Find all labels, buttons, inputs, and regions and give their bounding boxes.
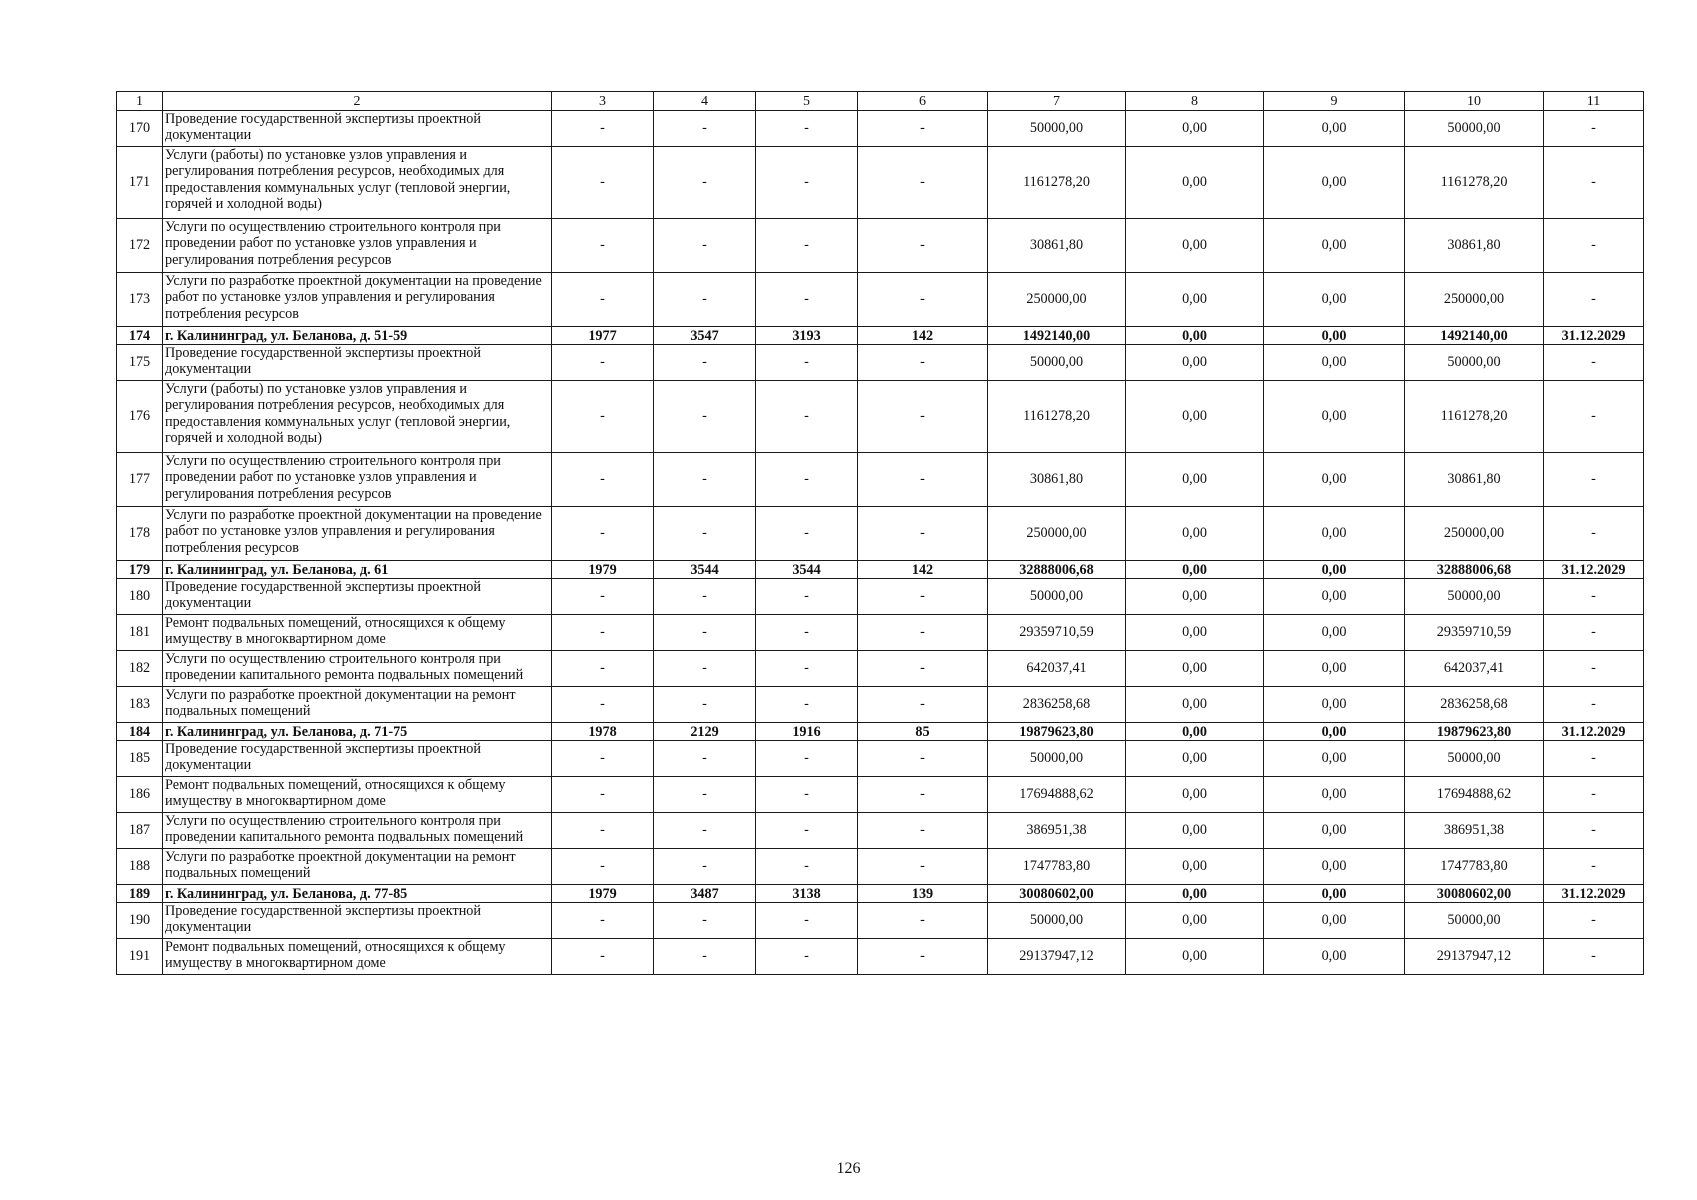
cell-total-area: -	[654, 687, 756, 723]
cell-federal-funds: 0,00	[1126, 885, 1264, 903]
cell-row-number: 178	[117, 507, 163, 561]
cell-regional-funds: 0,00	[1264, 777, 1405, 813]
cell-total-area: -	[654, 615, 756, 651]
cell-total-cost: 29137947,12	[988, 939, 1126, 975]
cell-regional-funds: 0,00	[1264, 885, 1405, 903]
cell-owner-funds: 17694888,62	[1405, 777, 1544, 813]
cell-living-area: -	[756, 777, 858, 813]
table-row	[117, 903, 1644, 939]
cell-living-area: -	[756, 903, 858, 939]
cell-residents: 142	[858, 561, 988, 579]
cell-total-cost: 17694888,62	[988, 777, 1126, 813]
cell-owner-funds: 29137947,12	[1405, 939, 1544, 975]
cell-regional-funds: 0,00	[1264, 327, 1405, 345]
column-header-1: 1	[117, 92, 163, 111]
cell-year: 1979	[552, 885, 654, 903]
cell-total-cost: 30861,80	[988, 219, 1126, 273]
column-header-7: 7	[988, 92, 1126, 111]
cell-total-cost: 1161278,20	[988, 147, 1126, 219]
cell-description: Услуги по осуществлению строительного контроля при проведении работ по установке узлов управления и регулирования потребления ресурсов	[163, 453, 552, 507]
cell-federal-funds: 0,00	[1126, 507, 1264, 561]
cell-description: Услуги по осуществлению строительного контроля при проведении работ по установке узлов управления и регулирования потребления ресурсов	[163, 219, 552, 273]
cell-total-cost: 642037,41	[988, 651, 1126, 687]
cell-owner-funds: 250000,00	[1405, 507, 1544, 561]
cell-living-area: -	[756, 219, 858, 273]
cell-total-cost: 50000,00	[988, 345, 1126, 381]
cell-description: Услуги по осуществлению строительного контроля при проведении капитального ремонта подвальных помещений	[163, 651, 552, 687]
cell-total-cost: 1161278,20	[988, 381, 1126, 453]
table-row	[117, 741, 1644, 777]
cell-total-area: -	[654, 111, 756, 147]
cell-regional-funds: 0,00	[1264, 849, 1405, 885]
cell-description: Услуги (работы) по установке узлов управления и регулирования потребления ресурсов, необходимых для предоставления коммунальных услуг (тепловой энергии, горячей и холодной воды)	[163, 381, 552, 453]
cell-total-area: 3547	[654, 327, 756, 345]
cell-federal-funds: 0,00	[1126, 939, 1264, 975]
cell-living-area: -	[756, 615, 858, 651]
cell-year: 1979	[552, 561, 654, 579]
cell-federal-funds: 0,00	[1126, 777, 1264, 813]
cell-living-area: 3138	[756, 885, 858, 903]
cell-row-number: 182	[117, 651, 163, 687]
table-row	[117, 777, 1644, 813]
cell-row-number: 176	[117, 381, 163, 453]
cell-year: -	[552, 813, 654, 849]
cell-total-area: -	[654, 507, 756, 561]
cell-regional-funds: 0,00	[1264, 273, 1405, 327]
address-row	[117, 327, 1644, 345]
cell-living-area: 1916	[756, 723, 858, 741]
cell-owner-funds: 30080602,00	[1405, 885, 1544, 903]
cell-row-number: 175	[117, 345, 163, 381]
cell-residents: 85	[858, 723, 988, 741]
cell-owner-funds: 29359710,59	[1405, 615, 1544, 651]
cell-total-cost: 250000,00	[988, 507, 1126, 561]
table-body	[117, 92, 1644, 975]
cell-total-cost: 1747783,80	[988, 849, 1126, 885]
cell-completion-date: -	[1544, 579, 1644, 615]
cell-total-area: -	[654, 453, 756, 507]
cell-federal-funds: 0,00	[1126, 327, 1264, 345]
cell-federal-funds: 0,00	[1126, 903, 1264, 939]
cell-living-area: -	[756, 507, 858, 561]
table-row	[117, 381, 1644, 453]
cell-regional-funds: 0,00	[1264, 453, 1405, 507]
cell-living-area: -	[756, 345, 858, 381]
cell-regional-funds: 0,00	[1264, 651, 1405, 687]
table-row	[117, 273, 1644, 327]
cell-living-area: -	[756, 147, 858, 219]
cell-total-cost: 2836258,68	[988, 687, 1126, 723]
cell-residents: -	[858, 687, 988, 723]
cell-regional-funds: 0,00	[1264, 723, 1405, 741]
cell-living-area: -	[756, 687, 858, 723]
cell-owner-funds: 32888006,68	[1405, 561, 1544, 579]
cell-living-area: 3193	[756, 327, 858, 345]
cell-description: Проведение государственной экспертизы проектной документации	[163, 345, 552, 381]
address-row	[117, 885, 1644, 903]
cell-regional-funds: 0,00	[1264, 741, 1405, 777]
cell-completion-date: -	[1544, 111, 1644, 147]
column-header-6: 6	[858, 92, 988, 111]
cell-owner-funds: 50000,00	[1405, 111, 1544, 147]
cell-description: Услуги по разработке проектной документации на ремонт подвальных помещений	[163, 687, 552, 723]
cell-year: -	[552, 579, 654, 615]
cell-regional-funds: 0,00	[1264, 939, 1405, 975]
cell-regional-funds: 0,00	[1264, 579, 1405, 615]
cell-residents: -	[858, 381, 988, 453]
cell-residents: -	[858, 651, 988, 687]
cell-total-area: -	[654, 273, 756, 327]
cell-total-cost: 32888006,68	[988, 561, 1126, 579]
cell-year: -	[552, 273, 654, 327]
cell-federal-funds: 0,00	[1126, 345, 1264, 381]
cell-description: г. Калининград, ул. Беланова, д. 77-85	[163, 885, 552, 903]
cell-year: -	[552, 147, 654, 219]
cell-row-number: 179	[117, 561, 163, 579]
cell-description: Услуги по разработке проектной документации на ремонт подвальных помещений	[163, 849, 552, 885]
table-row	[117, 111, 1644, 147]
cell-federal-funds: 0,00	[1126, 273, 1264, 327]
cell-federal-funds: 0,00	[1126, 219, 1264, 273]
cell-residents: -	[858, 147, 988, 219]
cell-completion-date: 31.12.2029	[1544, 327, 1644, 345]
cell-description: Ремонт подвальных помещений, относящихся к общему имуществу в многоквартирном доме	[163, 777, 552, 813]
cell-owner-funds: 19879623,80	[1405, 723, 1544, 741]
cell-owner-funds: 386951,38	[1405, 813, 1544, 849]
cell-total-cost: 250000,00	[988, 273, 1126, 327]
cell-total-area: -	[654, 381, 756, 453]
cell-completion-date: -	[1544, 939, 1644, 975]
cell-living-area: -	[756, 453, 858, 507]
address-row	[117, 561, 1644, 579]
cell-living-area: -	[756, 849, 858, 885]
cell-regional-funds: 0,00	[1264, 813, 1405, 849]
cell-residents: -	[858, 579, 988, 615]
cell-total-cost: 30080602,00	[988, 885, 1126, 903]
cell-row-number: 174	[117, 327, 163, 345]
cell-federal-funds: 0,00	[1126, 615, 1264, 651]
column-header-4: 4	[654, 92, 756, 111]
table-row	[117, 147, 1644, 219]
cell-residents: -	[858, 939, 988, 975]
cell-row-number: 185	[117, 741, 163, 777]
cell-year: -	[552, 453, 654, 507]
cell-living-area: -	[756, 579, 858, 615]
table-row	[117, 687, 1644, 723]
table-row	[117, 507, 1644, 561]
cell-year: -	[552, 687, 654, 723]
cell-total-area: 2129	[654, 723, 756, 741]
cell-total-area: -	[654, 147, 756, 219]
cell-owner-funds: 50000,00	[1405, 741, 1544, 777]
cell-total-cost: 30861,80	[988, 453, 1126, 507]
cell-federal-funds: 0,00	[1126, 579, 1264, 615]
cell-owner-funds: 1492140,00	[1405, 327, 1544, 345]
cell-row-number: 181	[117, 615, 163, 651]
cell-total-cost: 386951,38	[988, 813, 1126, 849]
cell-federal-funds: 0,00	[1126, 741, 1264, 777]
cell-owner-funds: 1161278,20	[1405, 381, 1544, 453]
cell-description: Услуги по осуществлению строительного контроля при проведении капитального ремонта подвальных помещений	[163, 813, 552, 849]
cell-row-number: 186	[117, 777, 163, 813]
cell-description: г. Калининград, ул. Беланова, д. 71-75	[163, 723, 552, 741]
cell-federal-funds: 0,00	[1126, 381, 1264, 453]
cell-living-area: -	[756, 381, 858, 453]
cell-owner-funds: 642037,41	[1405, 651, 1544, 687]
cell-year: -	[552, 615, 654, 651]
column-header-2: 2	[163, 92, 552, 111]
cell-row-number: 190	[117, 903, 163, 939]
cell-year: -	[552, 345, 654, 381]
cell-residents: -	[858, 777, 988, 813]
capital-repair-table	[116, 91, 1644, 975]
cell-description: г. Калининград, ул. Беланова, д. 61	[163, 561, 552, 579]
column-header-11: 11	[1544, 92, 1644, 111]
cell-completion-date: -	[1544, 219, 1644, 273]
cell-living-area: -	[756, 111, 858, 147]
cell-completion-date: 31.12.2029	[1544, 561, 1644, 579]
cell-residents: -	[858, 507, 988, 561]
cell-regional-funds: 0,00	[1264, 561, 1405, 579]
cell-federal-funds: 0,00	[1126, 849, 1264, 885]
cell-total-cost: 50000,00	[988, 741, 1126, 777]
cell-description: Проведение государственной экспертизы проектной документации	[163, 741, 552, 777]
cell-owner-funds: 2836258,68	[1405, 687, 1544, 723]
cell-federal-funds: 0,00	[1126, 147, 1264, 219]
cell-description: Услуги по разработке проектной документации на проведение работ по установке узлов управления и регулирования потребления ресурсов	[163, 273, 552, 327]
cell-year: 1977	[552, 327, 654, 345]
cell-year: -	[552, 111, 654, 147]
cell-owner-funds: 1161278,20	[1405, 147, 1544, 219]
cell-living-area: -	[756, 651, 858, 687]
cell-completion-date: -	[1544, 147, 1644, 219]
column-header-8: 8	[1126, 92, 1264, 111]
cell-description: Услуги по разработке проектной документации на проведение работ по установке узлов управления и регулирования потребления ресурсов	[163, 507, 552, 561]
cell-regional-funds: 0,00	[1264, 111, 1405, 147]
cell-owner-funds: 250000,00	[1405, 273, 1544, 327]
cell-completion-date: -	[1544, 687, 1644, 723]
column-header-10: 10	[1405, 92, 1544, 111]
cell-row-number: 173	[117, 273, 163, 327]
cell-completion-date: -	[1544, 651, 1644, 687]
cell-row-number: 180	[117, 579, 163, 615]
cell-regional-funds: 0,00	[1264, 615, 1405, 651]
cell-row-number: 170	[117, 111, 163, 147]
cell-year: -	[552, 939, 654, 975]
cell-year: -	[552, 651, 654, 687]
cell-total-cost: 1492140,00	[988, 327, 1126, 345]
cell-row-number: 171	[117, 147, 163, 219]
cell-federal-funds: 0,00	[1126, 111, 1264, 147]
cell-total-area: -	[654, 345, 756, 381]
cell-living-area: -	[756, 741, 858, 777]
cell-total-cost: 50000,00	[988, 579, 1126, 615]
cell-regional-funds: 0,00	[1264, 903, 1405, 939]
cell-residents: -	[858, 903, 988, 939]
cell-total-area: -	[654, 777, 756, 813]
cell-total-area: -	[654, 903, 756, 939]
cell-description: Ремонт подвальных помещений, относящихся к общему имуществу в многоквартирном доме	[163, 615, 552, 651]
column-header-3: 3	[552, 92, 654, 111]
cell-total-area: -	[654, 849, 756, 885]
cell-completion-date: -	[1544, 615, 1644, 651]
cell-total-cost: 50000,00	[988, 111, 1126, 147]
cell-total-area: 3544	[654, 561, 756, 579]
cell-row-number: 188	[117, 849, 163, 885]
cell-owner-funds: 30861,80	[1405, 453, 1544, 507]
cell-completion-date: 31.12.2029	[1544, 885, 1644, 903]
cell-description: Ремонт подвальных помещений, относящихся к общему имуществу в многоквартирном доме	[163, 939, 552, 975]
cell-total-area: -	[654, 939, 756, 975]
cell-completion-date: -	[1544, 741, 1644, 777]
cell-year: -	[552, 903, 654, 939]
cell-year: -	[552, 381, 654, 453]
cell-regional-funds: 0,00	[1264, 345, 1405, 381]
header-row	[117, 92, 1644, 111]
cell-living-area: -	[756, 813, 858, 849]
page-number: 126	[836, 1160, 861, 1177]
cell-residents: 139	[858, 885, 988, 903]
cell-federal-funds: 0,00	[1126, 723, 1264, 741]
table-row	[117, 345, 1644, 381]
cell-federal-funds: 0,00	[1126, 687, 1264, 723]
cell-total-cost: 29359710,59	[988, 615, 1126, 651]
cell-year: -	[552, 777, 654, 813]
cell-year: -	[552, 219, 654, 273]
cell-living-area: -	[756, 273, 858, 327]
cell-year: 1978	[552, 723, 654, 741]
table-row	[117, 615, 1644, 651]
column-header-5: 5	[756, 92, 858, 111]
cell-row-number: 189	[117, 885, 163, 903]
cell-year: -	[552, 507, 654, 561]
cell-residents: -	[858, 111, 988, 147]
cell-regional-funds: 0,00	[1264, 381, 1405, 453]
cell-owner-funds: 30861,80	[1405, 219, 1544, 273]
cell-row-number: 172	[117, 219, 163, 273]
table-row	[117, 813, 1644, 849]
cell-description: Проведение государственной экспертизы проектной документации	[163, 903, 552, 939]
cell-completion-date: 31.12.2029	[1544, 723, 1644, 741]
cell-regional-funds: 0,00	[1264, 687, 1405, 723]
table-row	[117, 219, 1644, 273]
table-row	[117, 651, 1644, 687]
cell-living-area: 3544	[756, 561, 858, 579]
cell-federal-funds: 0,00	[1126, 651, 1264, 687]
cell-residents: 142	[858, 327, 988, 345]
table-row	[117, 849, 1644, 885]
cell-description: Проведение государственной экспертизы проектной документации	[163, 579, 552, 615]
cell-owner-funds: 50000,00	[1405, 579, 1544, 615]
cell-owner-funds: 1747783,80	[1405, 849, 1544, 885]
table-row	[117, 579, 1644, 615]
cell-residents: -	[858, 849, 988, 885]
cell-description: г. Калининград, ул. Беланова, д. 51-59	[163, 327, 552, 345]
cell-residents: -	[858, 813, 988, 849]
cell-federal-funds: 0,00	[1126, 453, 1264, 507]
cell-row-number: 183	[117, 687, 163, 723]
cell-completion-date: -	[1544, 345, 1644, 381]
cell-regional-funds: 0,00	[1264, 219, 1405, 273]
cell-completion-date: -	[1544, 507, 1644, 561]
cell-row-number: 184	[117, 723, 163, 741]
cell-description: Проведение государственной экспертизы проектной документации	[163, 111, 552, 147]
cell-year: -	[552, 741, 654, 777]
cell-living-area: -	[756, 939, 858, 975]
cell-completion-date: -	[1544, 903, 1644, 939]
cell-completion-date: -	[1544, 381, 1644, 453]
cell-completion-date: -	[1544, 849, 1644, 885]
cell-total-cost: 19879623,80	[988, 723, 1126, 741]
cell-federal-funds: 0,00	[1126, 561, 1264, 579]
cell-residents: -	[858, 453, 988, 507]
cell-total-area: -	[654, 741, 756, 777]
cell-total-area: -	[654, 219, 756, 273]
cell-residents: -	[858, 741, 988, 777]
cell-row-number: 177	[117, 453, 163, 507]
cell-row-number: 191	[117, 939, 163, 975]
address-row	[117, 723, 1644, 741]
cell-residents: -	[858, 219, 988, 273]
cell-completion-date: -	[1544, 777, 1644, 813]
cell-row-number: 187	[117, 813, 163, 849]
cell-federal-funds: 0,00	[1126, 813, 1264, 849]
cell-total-cost: 50000,00	[988, 903, 1126, 939]
cell-completion-date: -	[1544, 813, 1644, 849]
cell-total-area: -	[654, 813, 756, 849]
cell-total-area: 3487	[654, 885, 756, 903]
cell-residents: -	[858, 615, 988, 651]
cell-description: Услуги (работы) по установке узлов управления и регулирования потребления ресурсов, необходимых для предоставления коммунальных услуг (тепловой энергии, горячей и холодной воды)	[163, 147, 552, 219]
table-row	[117, 453, 1644, 507]
cell-regional-funds: 0,00	[1264, 507, 1405, 561]
cell-total-area: -	[654, 651, 756, 687]
cell-total-area: -	[654, 579, 756, 615]
table-row	[117, 939, 1644, 975]
cell-year: -	[552, 849, 654, 885]
cell-regional-funds: 0,00	[1264, 147, 1405, 219]
column-header-9: 9	[1264, 92, 1405, 111]
cell-owner-funds: 50000,00	[1405, 345, 1544, 381]
cell-completion-date: -	[1544, 273, 1644, 327]
cell-completion-date: -	[1544, 453, 1644, 507]
cell-residents: -	[858, 273, 988, 327]
cell-owner-funds: 50000,00	[1405, 903, 1544, 939]
cell-residents: -	[858, 345, 988, 381]
